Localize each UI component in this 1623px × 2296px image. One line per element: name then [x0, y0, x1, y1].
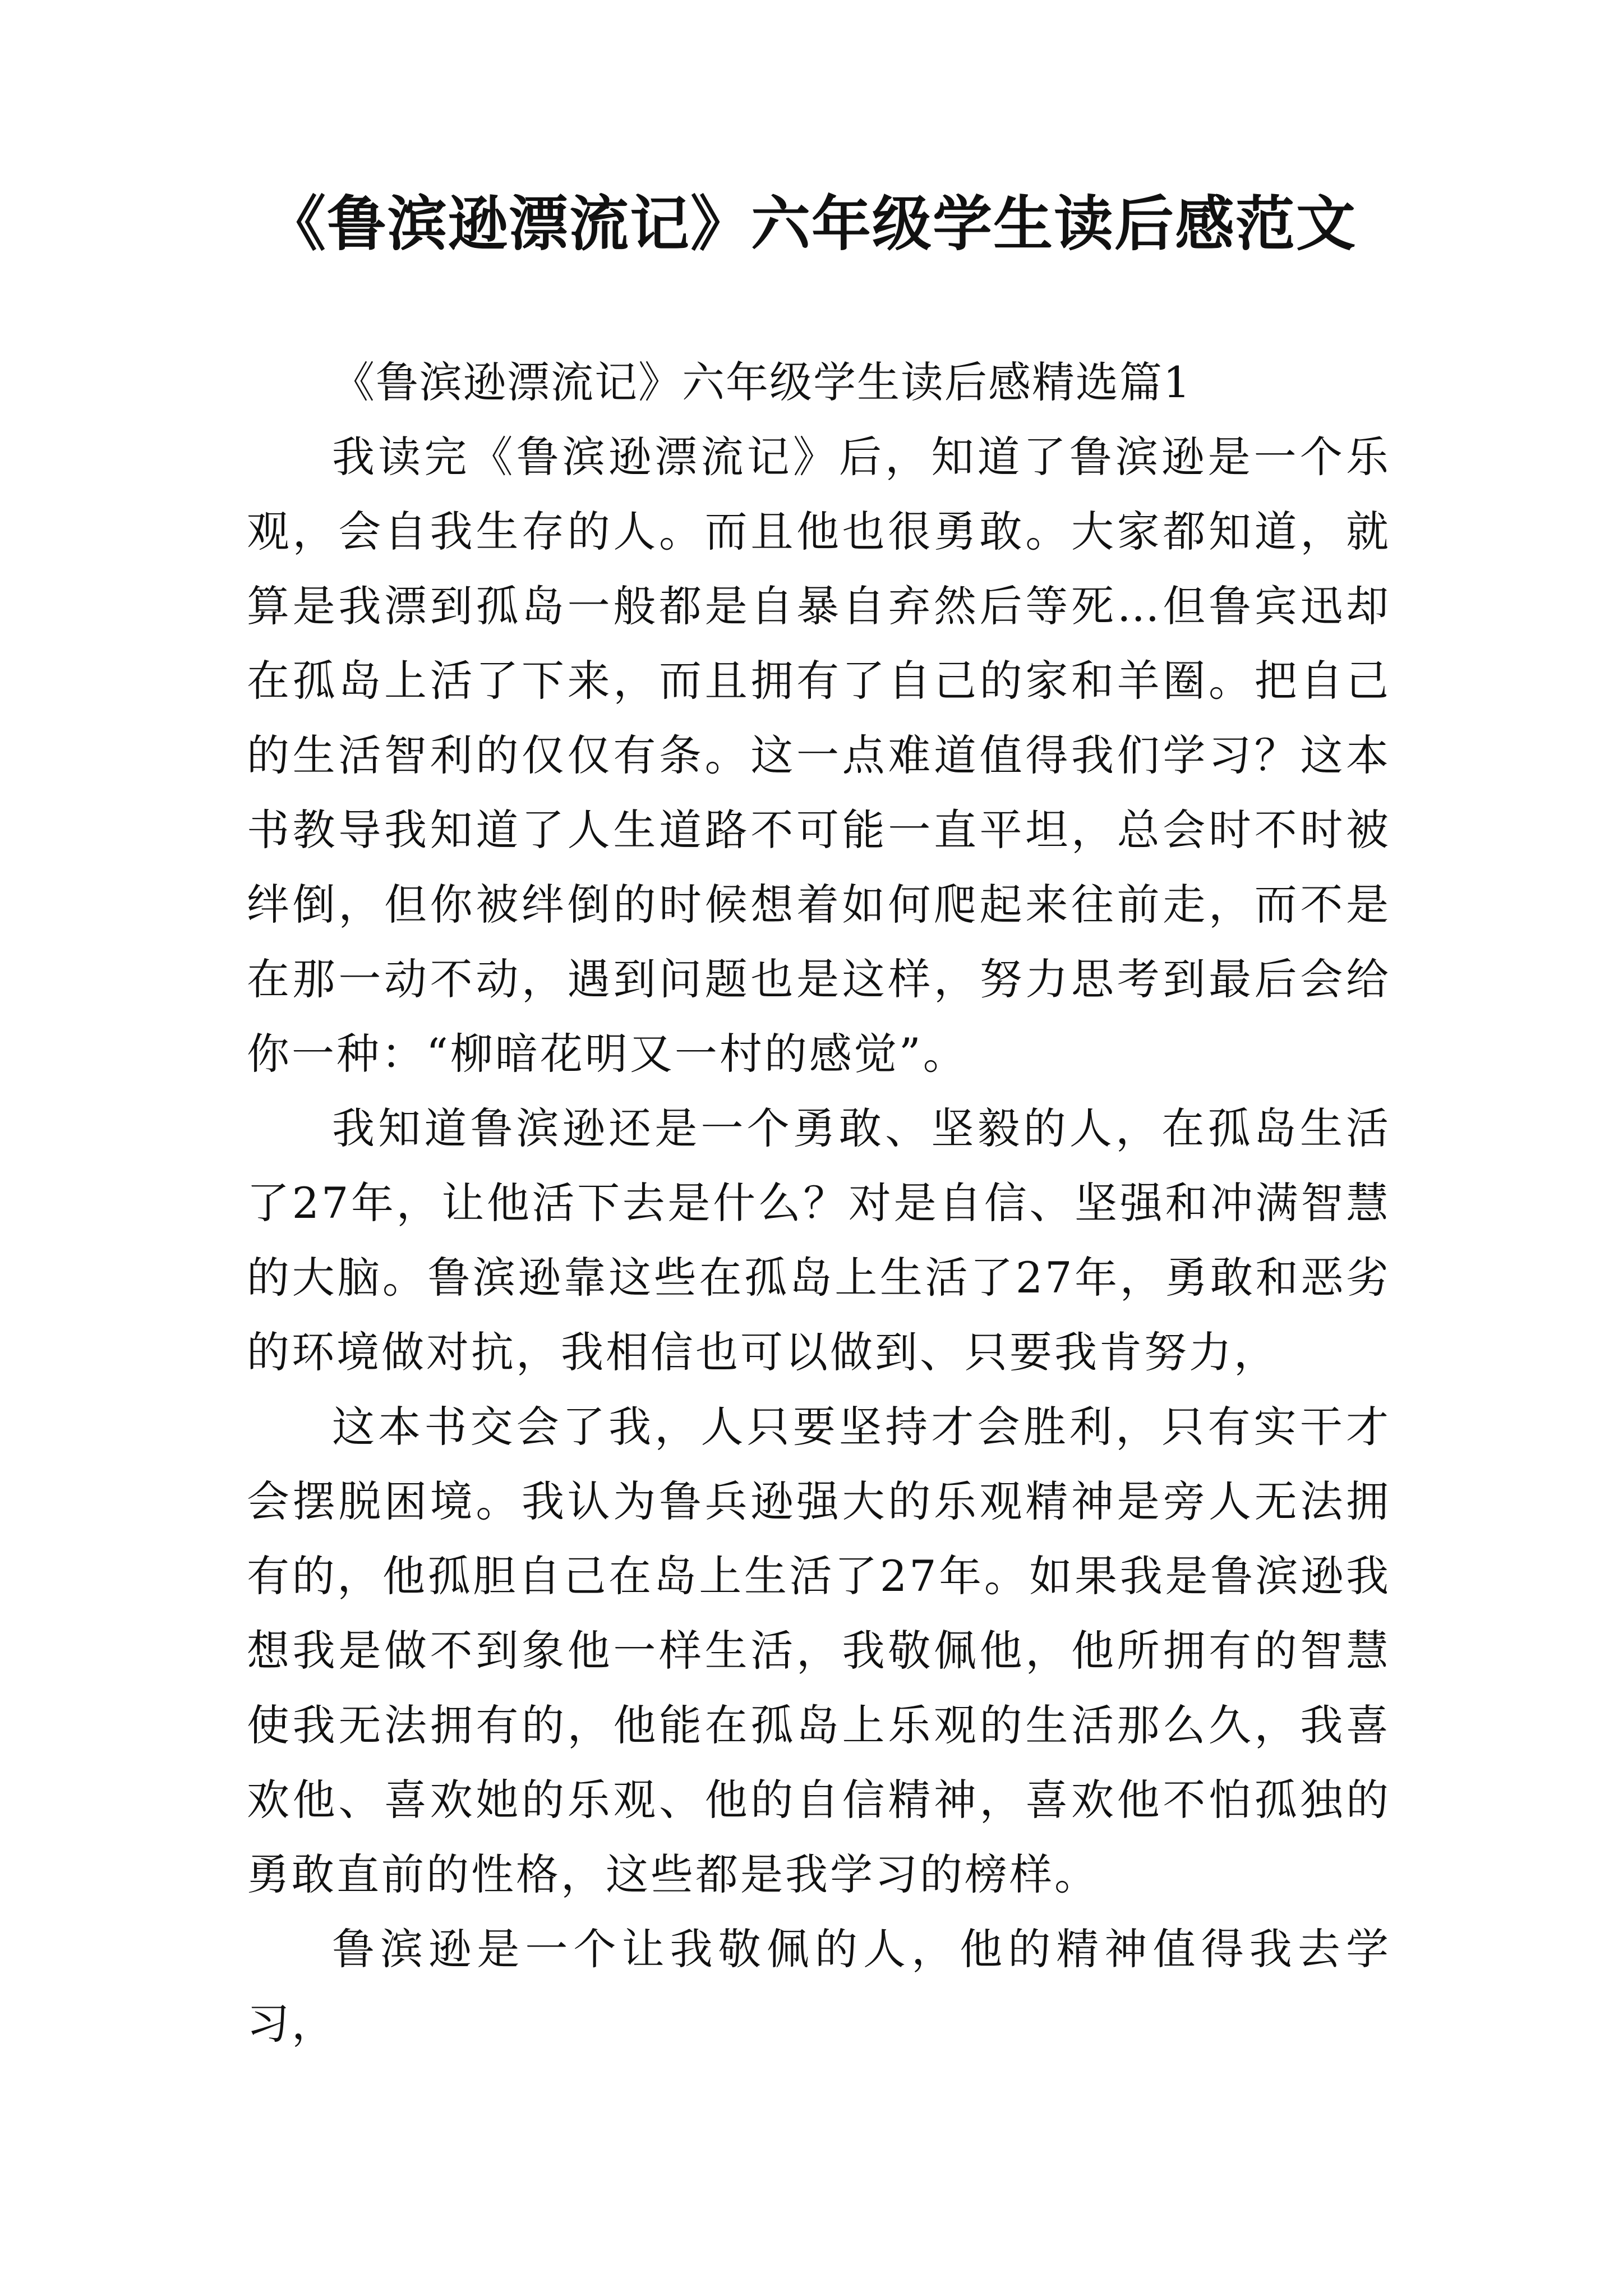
- paragraph-3: 这本书交会了我，人只要坚持才会胜利，只有实干才会摆脱困境。我认为鲁兵逊强大的乐观精神是旁人无法拥有的，他孤胆自己在岛上生活了27年。如果我是鲁滨逊我想我是做不到象他一样生活，我敬佩他，他所拥有的智慧使我无法拥有的，他能在孤岛上乐观的生活那么久，我喜欢他、喜欢她的乐观、他的自信精神，喜欢他不怕孤独的勇敢直前的性格，这些都是我学习的榜样。: [247, 1402, 1391, 1899]
- paragraph-4: 鲁滨逊是一个让我敬佩的人，他的精神值得我去学习，: [247, 1924, 1391, 2049]
- document-body: [247, 345, 1391, 2061]
- section-heading: 《鲁滨逊漂流记》六年级学生读后感精选篇1: [332, 357, 1192, 407]
- document-title: 《鲁滨逊漂流记》六年级学生读后感范文: [266, 188, 1357, 259]
- paragraph-2: 我知道鲁滨逊还是一个勇敢、坚毅的人，在孤岛生活了27年，让他活下去是什么？对是自信、坚强和冲满智慧的大脑。鲁滨逊靠这些在孤岛上生活了27年，勇敢和恶劣的环境做对抗，我相信也可以做到、只要我肯努力，: [247, 1103, 1391, 1377]
- paragraph-1: 我读完《鲁滨逊漂流记》后，知道了鲁滨逊是一个乐观，会自我生存的人。而且他也很勇敢。大家都知道，就算是我漂到孤岛一般都是自暴自弃然后等死…但鲁宾迅却在孤岛上活了下来，而且拥有了自己的家和羊圈。把自己的生活智利的仅仅有条。这一点难道值得我们学习？这本书教导我知道了人生道路不可能一直平坦，总会时不时被绊倒，但你被绊倒的时候想着如何爬起来往前走，而不是在那一动不动，遇到问题也是这样，努力思考到最后会给你一种：“柳暗花明又一村的感觉”。: [247, 432, 1391, 1079]
